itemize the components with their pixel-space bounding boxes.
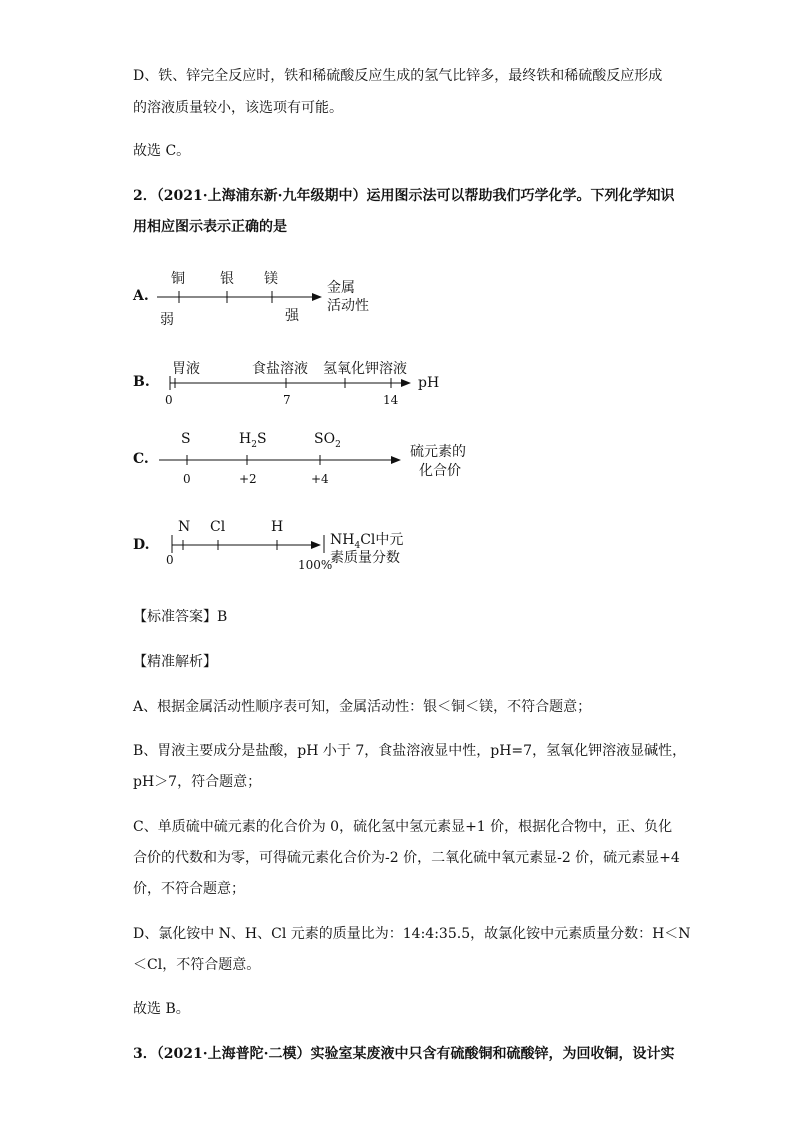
q2-conclusion: 故选 B。: [133, 1001, 190, 1017]
analysis-b-1: B、胃液主要成分是盐酸，pH 小于 7，食盐溶液显中性，pH=7，氢氧化钾溶液显碱性，: [133, 743, 687, 759]
prev-option-d-line-1: D、铁、锌完全反应时，铁和稀硫酸反应生成的氢气比锌多，最终铁和稀硫酸反应形成: [133, 68, 663, 84]
option-c-h2s-h: H: [239, 431, 252, 447]
analysis-a: A、根据金属活动性顺序表可知，金属活动性：银＜铜＜镁，不符合题意；: [133, 699, 592, 715]
option-c-h2s-s: S: [256, 431, 267, 447]
option-d-hundred: 100%: [298, 558, 333, 572]
option-a-label: A.: [133, 288, 149, 304]
option-b-koh: 氢氧化钾溶液: [323, 361, 407, 377]
option-c-s: S: [181, 431, 191, 447]
option-d-label: D.: [133, 537, 150, 553]
prev-conclusion: 故选 C。: [133, 143, 191, 159]
q2-header-line-2: 用相应图示表示正确的是: [133, 219, 287, 235]
option-d-side-cl: Cl中元: [360, 532, 404, 548]
q3-header-line-1: 3．（2021·上海普陀·二模）实验室某废液中只含有硫酸铜和硫酸锌，为回收铜，设计实: [133, 1046, 675, 1062]
option-a-strong: 强: [285, 308, 299, 324]
option-d-h: H: [271, 519, 284, 535]
option-a-magnesium: 镁: [264, 271, 278, 287]
answer-line: 【标准答案】B: [133, 609, 228, 625]
option-c-plus2: +2: [239, 472, 257, 486]
option-c-label: C.: [133, 451, 149, 467]
option-a-side-1: 金属: [327, 280, 355, 296]
option-b-fourteen: 14: [383, 393, 399, 407]
option-b-salt: 食盐溶液: [252, 361, 308, 377]
option-a-copper: 铜: [171, 271, 185, 287]
analysis-d-2: ＜Cl，不符合题意。: [133, 957, 261, 973]
option-c-plus4: +4: [311, 472, 329, 486]
option-d-n: N: [178, 519, 191, 535]
analysis-c-1: C、单质硫中硫元素的化合价为 0，硫化氢中氢元素显+1 价，根据化合物中，正、负化: [133, 819, 673, 835]
option-d-side-sub: 4: [354, 540, 361, 551]
option-c-zero: 0: [183, 472, 191, 486]
option-c-so2-sub: 2: [335, 439, 341, 450]
option-c-side-2: 化合价: [419, 463, 461, 479]
prev-option-d-line-2: 的溶液质量较小，该选项有可能。: [133, 100, 343, 116]
q2-header-line-1: 2．（2021·上海浦东新·九年级期中）运用图示法可以帮助我们巧学化学。下列化学知识: [133, 188, 675, 204]
analysis-c-3: 价，不符合题意；: [133, 881, 245, 897]
option-d-cl: Cl: [210, 519, 226, 535]
option-b-zero: 0: [165, 393, 173, 407]
analysis-d-1: D、氯化铵中 N、H、Cl 元素的质量比为：14:4:35.5，故氯化铵中元素质量分数：H＜N: [133, 926, 691, 942]
option-a-side-2: 活动性: [327, 298, 369, 314]
option-c-side-1: 硫元素的: [410, 444, 466, 460]
option-b-label: B.: [133, 374, 150, 390]
option-b-gastric: 胃液: [172, 361, 200, 377]
option-d-side-nh: NH: [330, 532, 355, 548]
option-d-side-2: 素质量分数: [330, 550, 400, 566]
analysis-b-2: pH＞7，符合题意；: [133, 774, 262, 790]
option-d-zero: 0: [166, 553, 174, 567]
option-a-silver: 银: [220, 271, 234, 287]
option-b-seven: 7: [283, 393, 291, 407]
option-b-ph: pH: [418, 375, 440, 391]
analysis-c-2: 合价的代数和为零，可得硫元素化合价为-2 价，二氧化硫中氧元素显-2 价，硫元素显+4: [133, 850, 680, 866]
option-c-so2-so: SO: [314, 431, 336, 447]
option-c-h2s-sub: 2: [251, 439, 257, 450]
analysis-title: 【精准解析】: [133, 654, 217, 670]
option-a-weak: 弱: [160, 312, 174, 328]
